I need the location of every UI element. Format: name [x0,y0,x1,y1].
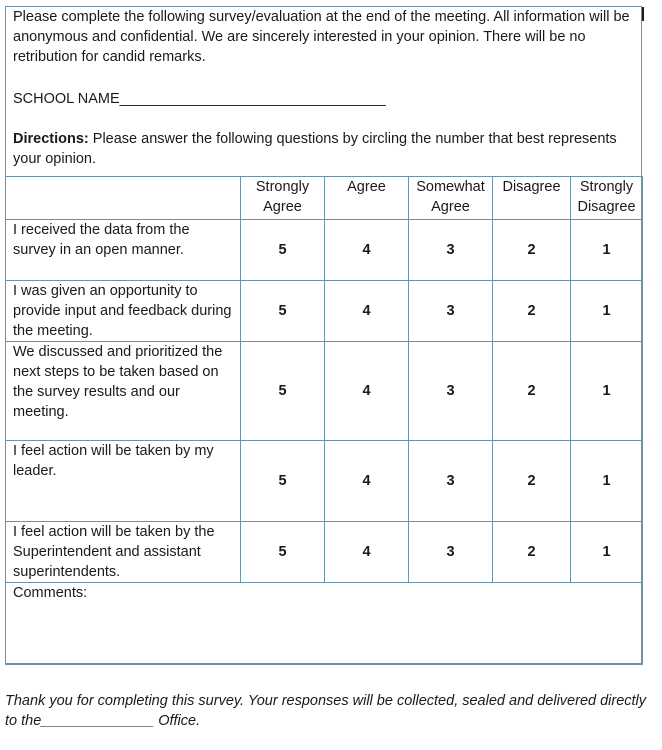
table-row [6,342,643,441]
directions-paragraph [13,129,633,169]
rating-option[interactable]: 3 [409,281,493,342]
rating-option[interactable]: 3 [409,342,493,441]
text-cursor [642,7,644,21]
header-disagree: Disagree [493,177,571,220]
rating-option[interactable]: 2 [493,281,571,342]
comments-row [6,583,643,665]
rating-option[interactable]: 2 [493,342,571,441]
comments-field[interactable] [6,583,643,665]
header-strongly-disagree: Strongly Disagree [571,177,643,220]
rating-option[interactable]: 1 [571,281,643,342]
header-strongly-agree: Strongly Agree [241,177,325,220]
directions-label: Directions: [13,131,89,147]
table-row [6,441,643,522]
rating-option[interactable]: 5 [241,441,325,522]
rating-option[interactable]: 2 [493,441,571,522]
rating-option[interactable]: 3 [409,441,493,522]
rating-option[interactable]: 5 [241,342,325,441]
intro-paragraph: Please complete the following survey/evaluation at the end of the meeting. All information will be anonymous and confidential. We are sincerely interested in your opinion. There will be no retribution for candid remarks. [13,9,630,65]
rating-option[interactable]: 1 [571,522,643,583]
rating-option[interactable]: 4 [325,220,409,281]
rating-option[interactable]: 4 [325,441,409,522]
rating-option[interactable]: 3 [409,522,493,583]
question-text: I feel action will be taken by the Superintendent and assistant superintendents. [6,522,241,583]
rating-option[interactable]: 2 [493,522,571,583]
header-row [6,177,643,220]
rating-option[interactable]: 2 [493,220,571,281]
header-agree: Agree [325,177,409,220]
comments-label: Comments: [13,585,88,601]
question-text: I received the data from the survey in an open manner. [6,220,241,281]
rating-option[interactable]: 3 [409,220,493,281]
rating-option[interactable]: 5 [241,220,325,281]
question-text: I feel action will be taken by my leader. [6,441,241,522]
directions-text: Please answer the following questions by circling the number that best represents your opinion. [13,131,617,167]
header-somewhat-agree: Somewhat Agree [409,177,493,220]
question-text: We discussed and prioritized the next steps to be taken based on the survey results and our meeting. [6,342,241,441]
school-name-field[interactable]: SCHOOL NAME_________________________________ [13,91,386,107]
table-row [6,281,643,342]
rating-option[interactable]: 4 [325,342,409,441]
table-row [6,522,643,583]
rating-option[interactable]: 1 [571,342,643,441]
rating-option[interactable]: 5 [241,522,325,583]
question-text: I was given an opportunity to provide input and feedback during the meeting. [6,281,241,342]
table-row [6,220,643,281]
rating-option[interactable]: 5 [241,281,325,342]
header-blank [6,177,241,220]
rating-table [5,176,643,665]
rating-option[interactable]: 4 [325,522,409,583]
rating-option[interactable]: 1 [571,441,643,522]
rating-option[interactable]: 1 [571,220,643,281]
thank-you-note: Thank you for completing this survey. Your responses will be collected, sealed and delivered directly to the______________ Office. [5,693,647,729]
rating-option[interactable]: 4 [325,281,409,342]
